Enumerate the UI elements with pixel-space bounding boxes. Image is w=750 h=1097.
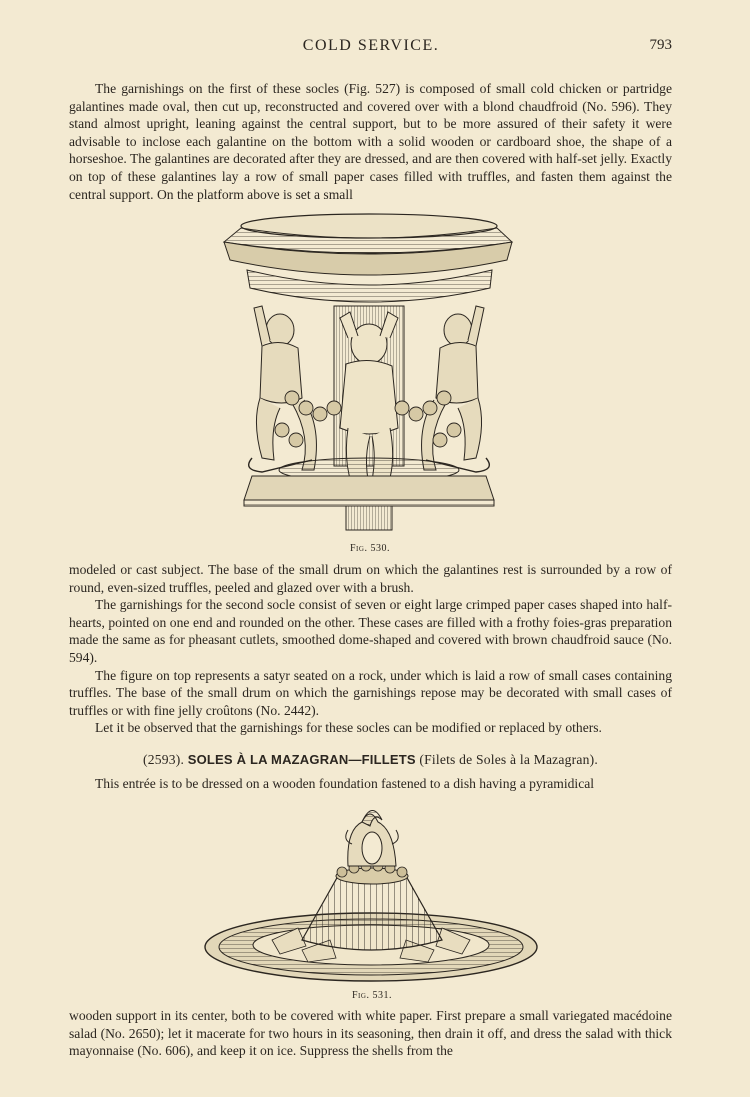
bottom-text-block bbox=[69, 1007, 672, 1060]
figure-530-caption: Fig. 530. bbox=[350, 543, 390, 554]
paragraph: Let it be observed that the garnishings for these socles can be modified or replaced by others. bbox=[95, 720, 602, 736]
paragraph: modeled or cast subject. The base of the small drum on which the galantines rest is surrounded by a row of round, even-sized truffles, peeled and glazed over with a brush. bbox=[69, 562, 672, 595]
recipe-french-title: (Filets de Soles à la Mazagran). bbox=[419, 752, 598, 767]
paragraph: The garnishings for the second socle consist of seven or eight large crimped paper cases shaped into half-hearts, pointed on one end and rounded on the other. These cases are filled with a frothy foies-gras preparation made the same as for pheasant cutlets, smoothed dome-shaped and covered with brown chaudfroid sauce (No. 594). bbox=[69, 597, 672, 665]
running-title: COLD SERVICE. bbox=[302, 37, 440, 54]
figure-530-socle-illustration bbox=[222, 208, 516, 538]
paragraph: The figure on top represents a satyr seated on a rock, under which is laid a row of small cases containing truffles. The base of the small drum on which the garnishings repose may be decorated with small cases of truffles or with fine jelly croûtons (No. 2442). bbox=[69, 667, 672, 718]
recipe-number: (2593). bbox=[143, 752, 185, 767]
recipe-intro-block bbox=[69, 775, 672, 793]
paragraph: This entrée is to be dressed on a wooden foundation fastened to a dish having a pyramidical bbox=[95, 776, 595, 791]
recipe-heading bbox=[69, 752, 672, 768]
middle-text-block bbox=[69, 561, 672, 737]
figure-531-dish-illustration bbox=[202, 800, 540, 986]
paragraph: wooden support in its center, both to be covered with white paper. First prepare a small variegated macédoine salad (No. 2650); let it macerate for two hours in its seasoning, then drain it off, and dress the salad with thick mayonnaise (No. 606), and keep it on ice. Suppress the shells from the bbox=[69, 1008, 672, 1059]
paragraph: The garnishings on the first of these socles (Fig. 527) is composed of small cold chicken or partridge galantines made oval, then cut up, reconstructed and covered over with a blond chaudfroid (No. 596). They stand almost upright, leaning against the central support, but to be more assured of their safety it were advisable to inclose each galantine on the bottom with a solid wooden or cardboard shoe, the shape of a horseshoe. The galantines are decorated after they are dressed, and are then covered with half-set jelly. Exactly on top of these galantines lay a row of small paper cases filled with truffles, and fasten them against the central support. On the platform above is set a small bbox=[69, 81, 672, 202]
recipe-title: SOLES À LA MAZAGRAN—FILLETS bbox=[187, 752, 416, 767]
top-text-block bbox=[69, 80, 672, 203]
figure-531-caption: Fig. 531. bbox=[352, 990, 392, 1001]
page-number: 793 bbox=[649, 37, 672, 53]
running-header bbox=[70, 37, 672, 59]
